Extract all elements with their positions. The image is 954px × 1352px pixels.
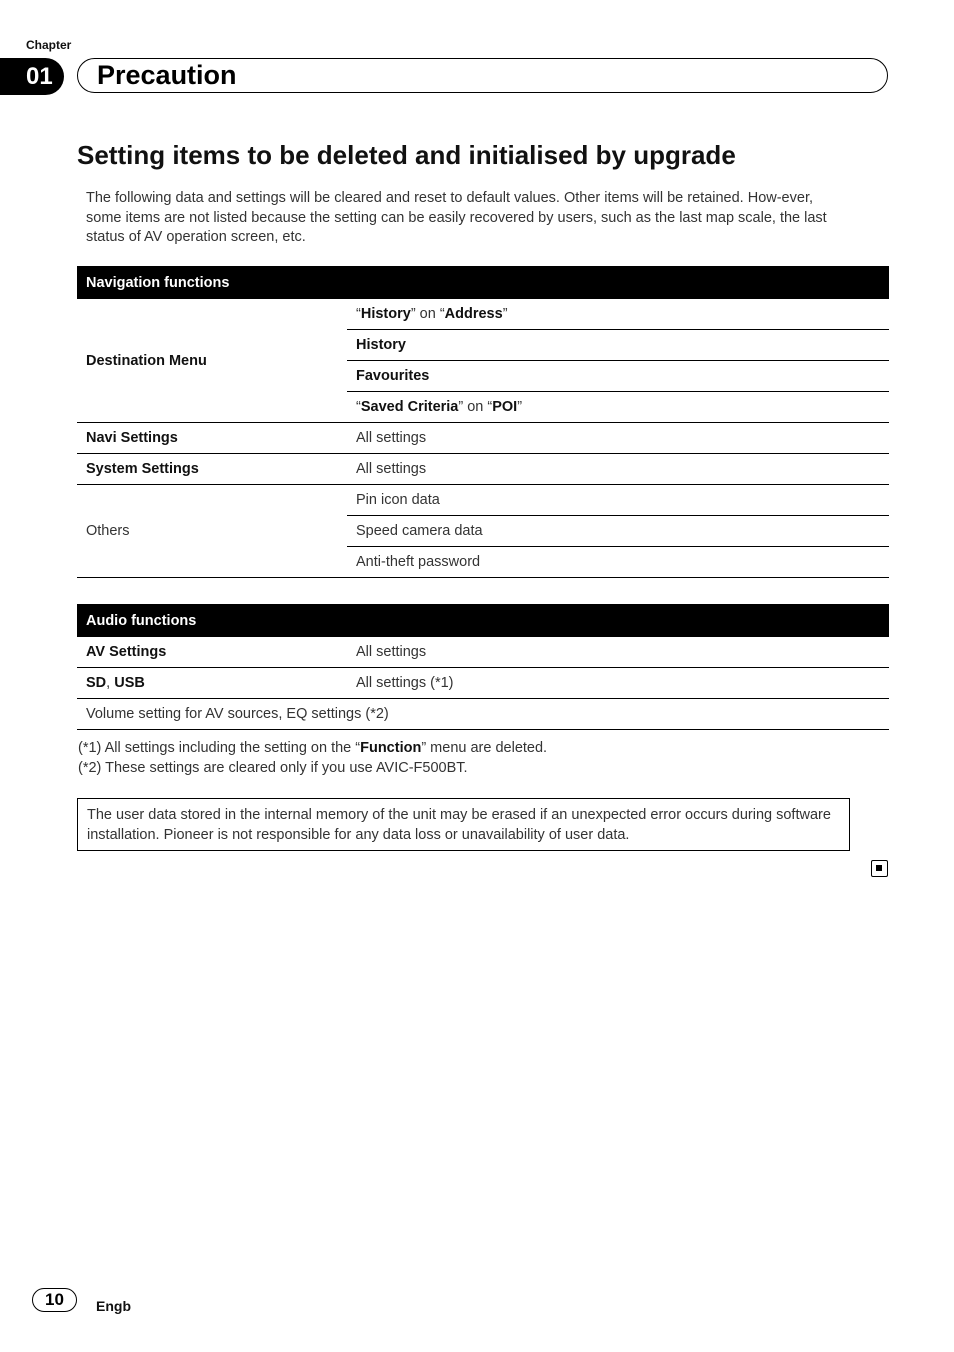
av-settings-value: All settings [347, 637, 889, 668]
destination-menu-item-history: History [347, 330, 889, 361]
footnotes [78, 738, 547, 778]
footnote-2: (*2) These settings are cleared only if you use AVIC-F500BT. [78, 760, 468, 776]
table-row [77, 423, 889, 454]
audio-functions-header: Audio functions [77, 604, 889, 637]
section-title: Precaution [97, 60, 237, 90]
table-row [77, 299, 889, 330]
navi-settings-label: Navi Settings [77, 423, 347, 454]
destination-menu-item-saved-criteria-poi: “Saved Criteria” on “POI” [347, 392, 889, 423]
intro-paragraph: The following data and settings will be cleared and reset to default values. Other items will be retained. How-ever, some items are not listed because the setting can be easily recovered by users, such as the last map scale, the last status of AV operation screen, etc. [86, 190, 827, 245]
audio-functions-table [77, 604, 889, 730]
navigation-functions-table [77, 266, 889, 578]
system-settings-label: System Settings [77, 454, 347, 485]
footnote-1: (*1) All settings including the setting on the “Function” menu are deleted. [78, 740, 548, 756]
table-row [77, 485, 889, 516]
data-loss-notice: The user data stored in the internal memory of the unit may be erased if an unexpected error occurs during software installation. Pioneer is not responsible for any data loss or unavailability of user data. [77, 798, 850, 851]
navi-settings-value: All settings [347, 423, 889, 454]
others-item-anti-theft: Anti-theft password [347, 547, 889, 578]
chapter-label: Chapter [26, 38, 72, 52]
section-end-icon [871, 860, 888, 877]
language-code: Engb [96, 1298, 131, 1314]
destination-menu-item-history-address: “History” on “Address” [347, 299, 889, 330]
table-row [77, 668, 889, 699]
sd-usb-label: SD, USB [77, 668, 347, 699]
sd-usb-value: All settings (*1) [347, 668, 889, 699]
table-row [77, 699, 889, 730]
table-header-row [77, 604, 889, 637]
chapter-number-tab: 01 [0, 58, 64, 95]
destination-menu-item-favourites: Favourites [347, 361, 889, 392]
page-title: Setting items to be deleted and initialised by upgrade [77, 140, 736, 170]
table-header-row [77, 266, 889, 299]
av-settings-label: AV Settings [77, 637, 347, 668]
table-row [77, 637, 889, 668]
volume-setting-note: Volume setting for AV sources, EQ settings (*2) [77, 699, 889, 730]
system-settings-value: All settings [347, 454, 889, 485]
others-item-speed-camera: Speed camera data [347, 516, 889, 547]
destination-menu-label: Destination Menu [77, 299, 347, 423]
table-row [77, 454, 889, 485]
navigation-functions-header: Navigation functions [77, 266, 889, 299]
page-number: 10 [32, 1288, 77, 1312]
others-item-pin-icon: Pin icon data [347, 485, 889, 516]
others-label: Others [77, 485, 347, 578]
